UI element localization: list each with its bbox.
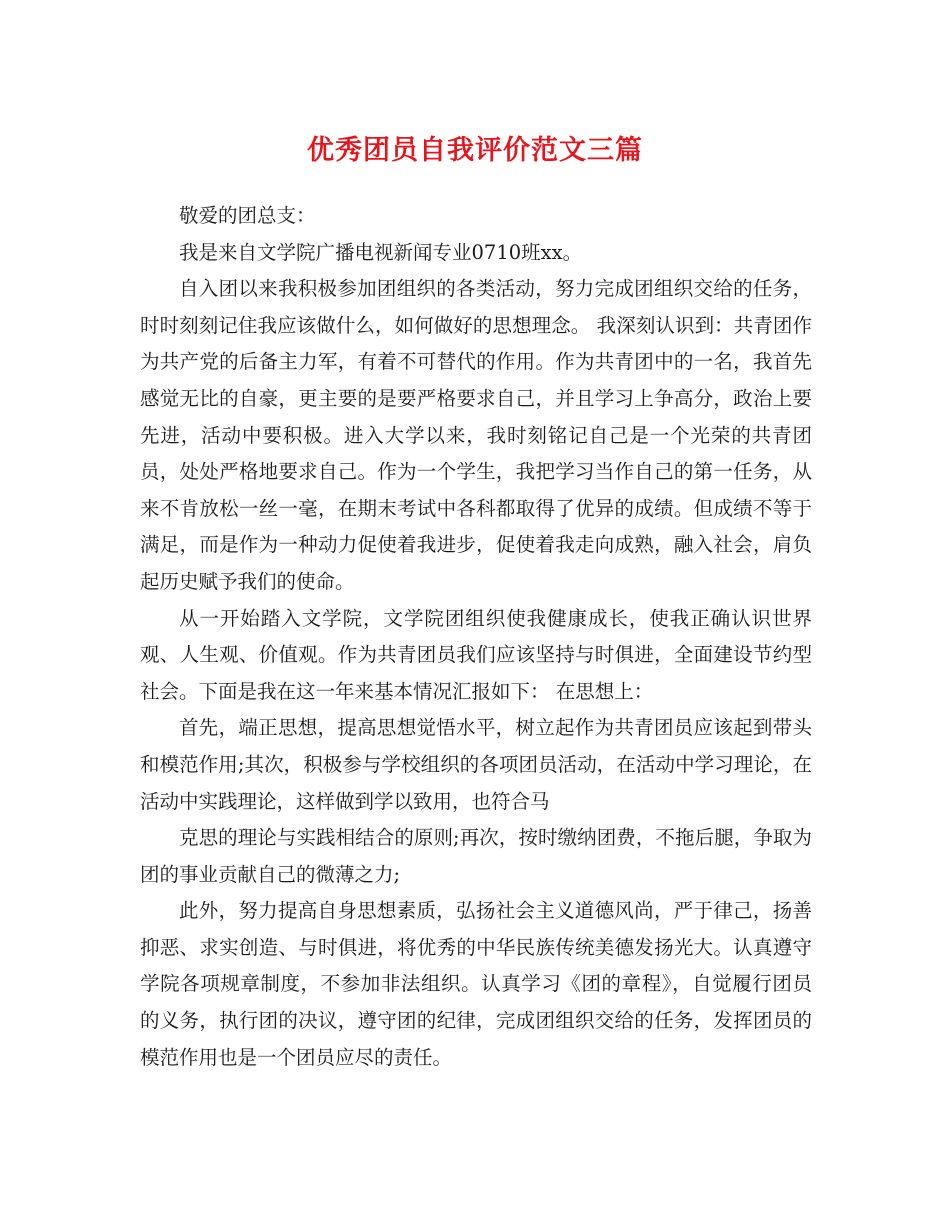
paragraph-introduction: 我是来自文学院广播电视新闻专业0710班xx。 (179, 240, 583, 264)
paragraph-salutation: 敬爱的团总支： (179, 204, 316, 227)
paragraph-theory: 克思的理论与实践相结合的原则;再次，按时缴纳团费，不拖后腿，争取为团的事业贡献自己的微薄之力; (140, 826, 812, 886)
paragraph-conduct: 此外，努力提高自身思想素质，弘扬社会主义道德风尚，严于律己，扬善抑恶、求实创造、与时俱进，将优秀的中华民族传统美德发扬光大。认真遵守学院各项规章制度，不参加非法组织。认真学习《团的章程》，自觉履行团员的义务，执行团的决议，遵守团的纪律，完成团组织交给的任务，发挥团员的模范作用也是一个团员应尽的责任。 (140, 899, 812, 1069)
paragraph-college: 从一开始踏入文学院，文学院团组织使我健康成长，使我正确认识世界观、人生观、价值观。作为共青团员我们应该坚持与时俱进，全面建设节约型社会。下面是我在这一年来基本情况汇报如下： 在思想上： (140, 606, 812, 703)
document-body (140, 198, 812, 1076)
paragraph-activities: 自入团以来我积极参加团组织的各类活动，努力完成团组织交给的任务，时时刻刻记住我应该做什么，如何做好的思想理念。 我深刻认识到：共青团作为共产党的后备主力军，有着不可替代的作用。作为共青团中的一名，我首先感觉无比的自豪，更主要的是要严格要求自己，并且学习上争高分，政治上要先进，活动中要积极。进入大学以来，我时刻铭记自己是一个光荣的共青团员，处处严格地要求自己。作为一个学生，我把学习当作自己的第一任务，从来不肯放松一丝一毫，在期末考试中各科都取得了优异的成绩。但成绩不等于满足，而是作为一种动力促使着我进步，促使着我走向成熟，融入社会，肩负起历史赋予我们的使命。 (140, 277, 812, 593)
page-title: 优秀团员自我评价范文三篇 (307, 135, 643, 166)
paragraph-thought: 首先，端正思想，提高思想觉悟水平，树立起作为共青团员应该起到带头和模范作用;其次，积极参与学校组织的各项团员活动，在活动中学习理论，在活动中实践理论，这样做到学以致用，也符合马 (140, 716, 812, 813)
